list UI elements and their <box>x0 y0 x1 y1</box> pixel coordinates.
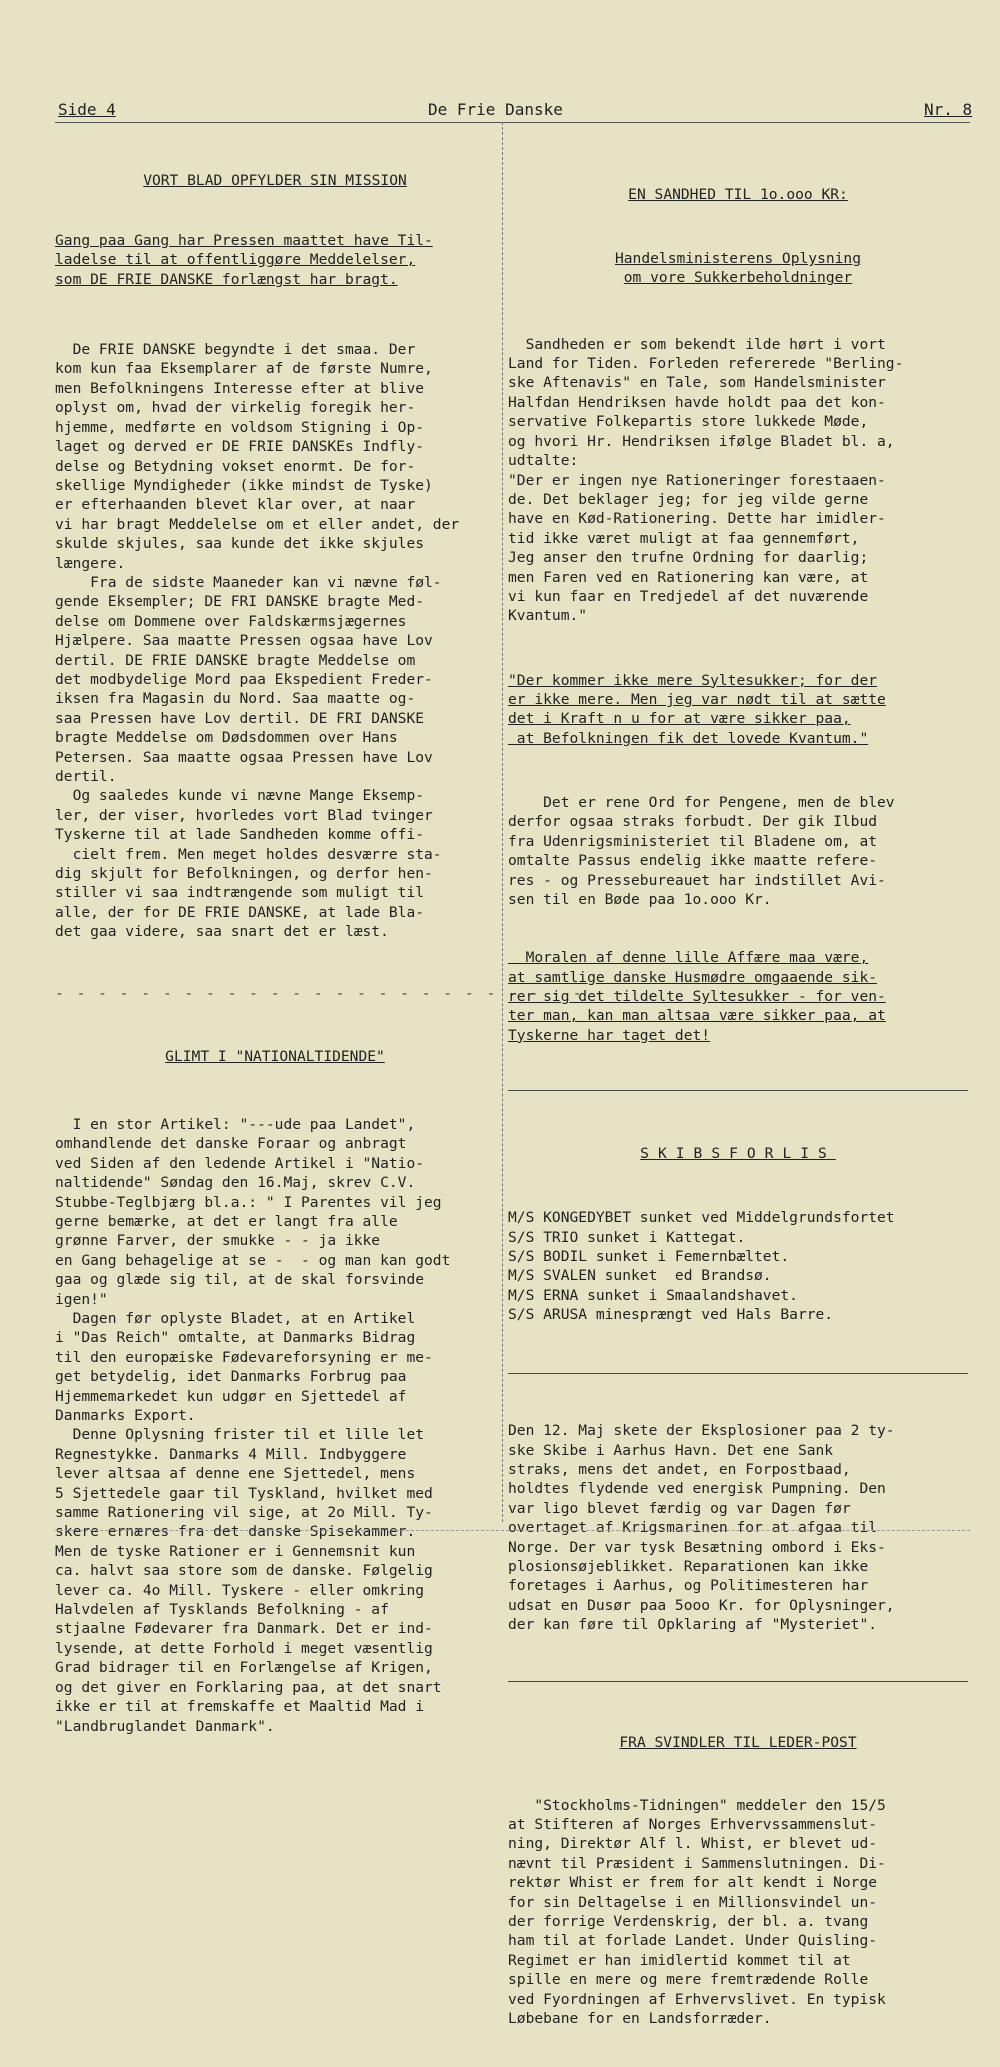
ship-loss-list: M/S KONGEDYBET sunket ved Middelgrundsfortet S/S TRIO sunket i Kattegat. S/S BODIL sunket i Femernbæltet. M/S SVALEN sunket ed Brandsø. M/S ERNA sunket i Smaalandshavet. S/S ARUSA minesprængt ved Hals Barre. <box>508 1209 895 1324</box>
article-body-svindler: "Stockholms-Tidningen" meddeler den 15/5 at Stifteren af Norges Erhvervssammenslut- ning, Direktør Alf l. Whist, er blevet ud- nævnt til Præsident i Sammenslutningen. Di- rektør Whist er frem for alt kendt i Norge for sin Deltagelse i en Millionsvindel un- der forrige Verdenskrig, der bl. a. tvang ham til at forlade Landet. Under Quisling- Regimet er han imidlertid kommet til at spille en mere og mere fremtrædende Rolle ved Fyordningen af Erhvervslivet. En typisk Løbebane for en Landsforræder. <box>508 1796 886 2027</box>
right-column <box>508 146 968 2067</box>
separator <box>508 1681 968 1682</box>
article-body-sandhed-2: Det er rene Ord for Pengene, men de blev derfor ogsaa straks forbudt. Der gik Ilbud fra Udenrigsministeriet til Bladene om, at omtalte Passus endelig ikke maatte refere- res - og Pressebureauet har indstillet Avi- sen til en Bøde paa 1o.ooo Kr. <box>508 794 895 909</box>
separator <box>508 1373 968 1374</box>
header-rule <box>55 122 970 123</box>
article-title-svindler: FRA SVINDLER TIL LEDER-POST <box>619 1734 857 1752</box>
article-moral: Moralen af denne lille Affære maa være, at samtlige danske Husmødre omgaaende sik- rer sig det tildelte Syltesukker - for ven- ter man, kan man altsaa være sikker paa, at Tyskerne har taget det! <box>508 949 886 1044</box>
article-body-nationaltidende: I en stor Artikel: "---ude paa Landet", omhandlende det danske Foraar og anbragt ved Siden af den ledende Artikel i "Natio- naltidende" Søndag den 16.Maj, skrev C.V. Stubbe-Teglbjærg bl.a.: " I Parentes vil jeg gerne bemærke, at det er langt fra alle grønne Farver, der smukke - - ja ikke en Gang behagelige at se - - og man kan godt gaa og glæde sig til, at de skal forsvinde igen!" Dagen før oplyste Bladet, at en Artikel i "Das Reich" omtalte, at Danmarks Bidrag til den europæiske Fødevareforsyning er me- get betydelig, idet Danmarks Forbrug paa Hjemmemarkedet kun udgør en Sjettedel af Danmarks Export. Denne Oplysning frister til et lille let Regnestykke. Danmarks 4 Mill. Indbyggere lever altsaa af denne ene Sjettedel, mens 5 Sjettedele gaar til Tyskland, hvilket med samme Rationering vil sige, at 2o Mill. Ty- skere ernæres fra det danske Spisekammer. Men de tyske Rationer er i Gennemsnit kun ca. halvt saa store som de danske. Følgelig lever ca. 4o Mill. Tyskere - eller omkring Halvdelen af Tysklands Befolkning - af stjaalne Fødevarer fra Danmark. Det er ind- lysende, at dette Forhold i meget væsentlig Grad bidrager til en Forlængelse af Krigen, og det giver en Forklaring paa, at det snart ikke er til at fremskaffe et Maaltid Mad i "Landbruglandet Danmark". <box>55 1115 451 1735</box>
paper-title: De Frie Danske <box>428 100 563 119</box>
article-body-aarhus: Den 12. Maj skete der Eksplosioner paa 2 ty- ske Skibe i Aarhus Havn. Det ene Sank straks, mens det andet, en Forpostbaad, holdtes flydende ved energisk Pumpning. Den var ligo blevet færdig og var Dagen før overtaget af Krigsmarinen for at afgaa til Norge. Der var tysk Besætning ombord i Eks- plosionsøjeblikket. Reparationen kan ikke foretages i Aarhus, og Politimesteren har udsat en Dusør paa 5ooo Kr. for Oplysninger, der kan føre til Opklaring af "Mysteriet". <box>508 1422 895 1634</box>
article-title-skibsforlis: SKIBSFORLIS <box>640 1144 836 1162</box>
article-body-mission: De FRIE DANSKE begyndte i det smaa. Der kom kun faa Eksemplarer af de første Numre, men Befolkningens Interesse efter at blive oplyst om, hvad der virkelig foregik her- hjemme, medførte en voldsom Stigning i Op- laget og derved er DE FRIE DANSKEs Indfly- delse og Betydning vokset enormt. De for- skellige Myndigheder (ikke mindst de Tyske) er efterhaanden blevet klar over, at naar vi har bragt Meddelelse om et eller andet, der skulde skjules, saa kunde det ikke skjules længere. Fra de sidste Maaneder kan vi nævne føl- gende Eksempler; DE FRI DANSKE bragte Med- delse om Dommene over Faldskærmsjægernes Hjælpere. Saa maatte Pressen ogsaa have Lov dertil. DE FRIE DANSKE bragte Meddelse om det modbydelige Mord paa Ekspedient Freder- iksen fra Magasin du Nord. Saa maatte og- saa Pressen have Lov dertil. DE FRI DANSKE bragte Meddelse om Dødsdommen over Hans Petersen. Saa maatte ogsaa Pressen have Lov dertil. Og saaledes kunde vi nævne Mange Eksemp- ler, der viser, hvorledes vort Blad tvinger Tyskerne til at lade Sandheden komme offi- cielt frem. Men meget holdes desværre sta- dig skjult for Befolkningen, og derfor hen- stiller vi saa indtrængende som muligt til alle, der for DE FRIE DANSKE, at lade Bla- det gaa videre, saa snart det er læst. <box>55 341 460 941</box>
left-column <box>55 132 627 1775</box>
article-title-nationaltidende: GLIMT I "NATIONALTIDENDE" <box>165 1047 385 1065</box>
separator <box>508 1090 968 1091</box>
article-title-sandhed: EN SANDHED TIL 1o.ooo KR: <box>628 185 848 203</box>
article-quote-syltesukker: "Der kommer ikke mere Syltesukker; for der er ikke mere. Men jeg var nødt til at sætte det i Kraft n u for at være sikker paa, at Befolkningen fik det lovede Kvantum." <box>508 671 886 747</box>
bottom-rule <box>55 1530 970 1531</box>
page-number: Side 4 <box>58 100 116 119</box>
article-body-sandhed: Sandheden er som bekendt ilde hørt i vort Land for Tiden. Forleden refererede "Berling- ske Aftenavis" en Tale, som Handelsminister Halfdan Hendriksen havde holdt paa det kon- servative Folkepartis store lukkede Møde, og hvori Hr. Hendriksen ifølge Bladet bl. a, udtalte: "Der er ingen nye Rationeringer forestaaen- de. Det beklager jeg; for jeg vilde gerne have en Kød-Rationering. Dette har imidler- tid ikke været muligt at faa gennemført, Jeg anser den trufne Ordning for daarlig; men Faren ved en Rationering kan være, at vi kun faar en Tredjedel af det nuværende Kvantum." <box>508 335 904 625</box>
article-subtitle-mission: Gang paa Gang har Pressen maattet have Til- ladelse til at offentliggøre Meddelelser, som DE FRIE DANSKE forlængst har bragt. <box>55 232 433 288</box>
article-title-mission: VORT BLAD OPFYLDER SIN MISSION <box>143 171 407 189</box>
separator: - - - - - - - - - - - - - - - - - - - - - - - - - - - <box>55 985 627 1003</box>
article-subtitle-sandhed: Handelsministerens Oplysning om vore Sukkerbeholdninger <box>614 250 861 287</box>
issue-number: Nr. 8 <box>924 100 973 119</box>
column-divider <box>502 122 503 1522</box>
